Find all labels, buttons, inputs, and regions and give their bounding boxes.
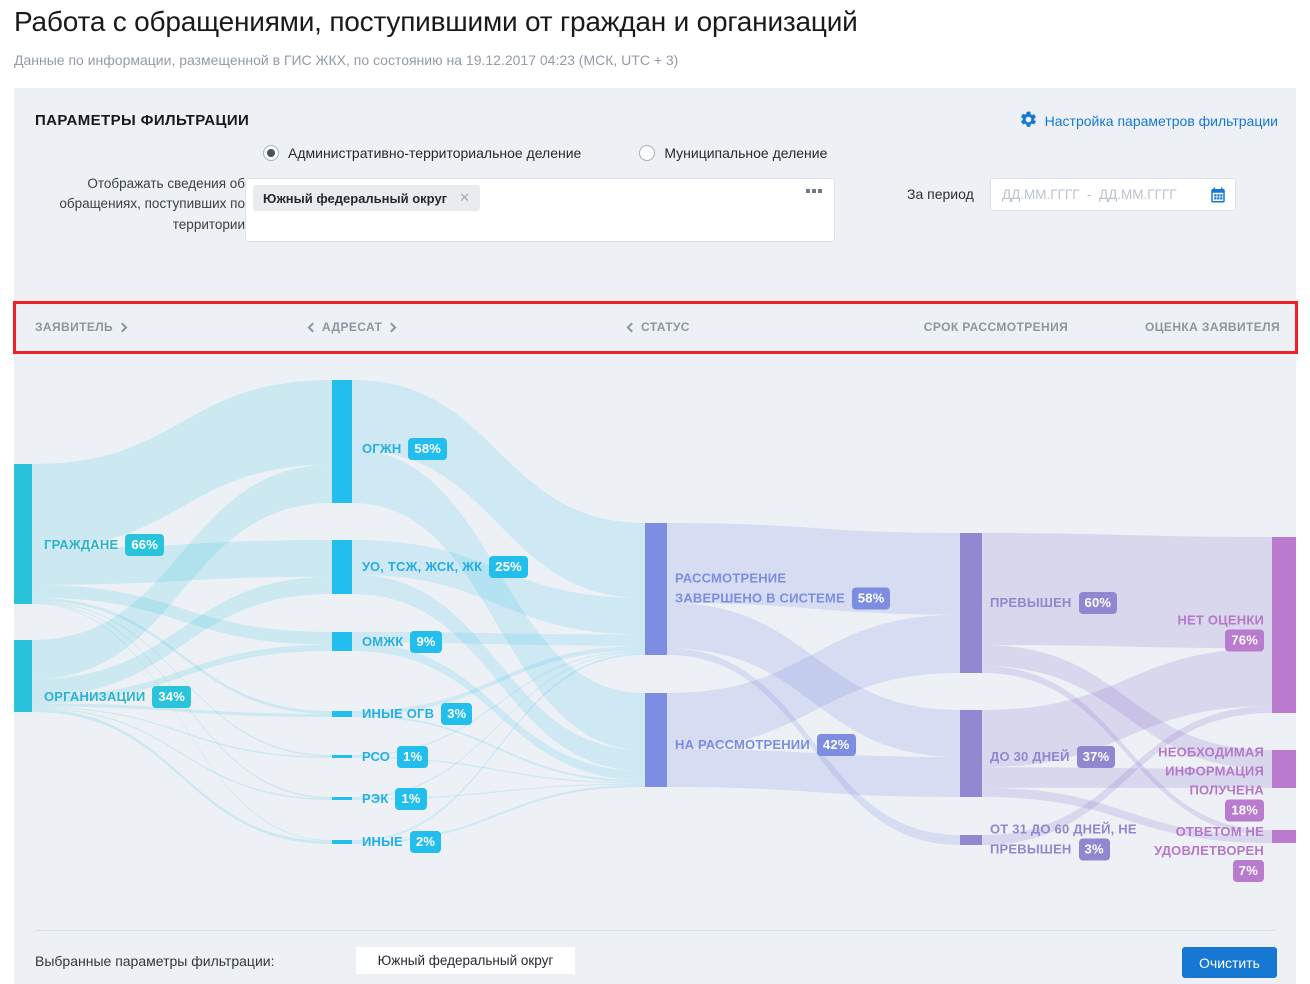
chevron-right-icon[interactable] <box>387 322 397 332</box>
column-header-ocenka <box>1145 304 1280 350</box>
territory-chip-label: Южный федеральный округ <box>263 190 448 206</box>
gear-icon <box>1019 110 1038 132</box>
column-header-adresat[interactable] <box>309 304 395 350</box>
sankey-label-organizacii: ОРГАНИЗАЦИИ 34% <box>44 686 191 708</box>
sankey-label-ogzhn: ОГЖН 58% <box>362 438 447 460</box>
period-input[interactable] <box>990 178 1236 211</box>
chevron-left-icon[interactable] <box>308 322 318 332</box>
sankey-label-ot31do60: ОТ 31 ДО 60 ДНЕЙ, НЕ ПРЕВЫШЕН 3% <box>990 820 1137 861</box>
sankey-link-organizacii-inye <box>32 709 332 844</box>
sankey-node-prevyshen[interactable] <box>960 533 982 673</box>
sankey-label-na_rassmotrenii: НА РАССМОТРЕНИИ 42% <box>675 734 856 756</box>
sankey-node-net_ocenki[interactable] <box>1272 537 1296 713</box>
sankey-label-rso: РСО 1% <box>362 746 428 768</box>
column-header-srok <box>896 304 1096 350</box>
sankey-node-grazhdane[interactable] <box>14 464 32 604</box>
division-radio-group <box>263 145 827 161</box>
column-header-label: ЗАЯВИТЕЛЬ <box>35 320 114 334</box>
sankey-node-na_rassmotrenii[interactable] <box>645 693 667 787</box>
territory-chip[interactable] <box>253 185 480 211</box>
chevron-left-icon[interactable] <box>627 322 637 332</box>
column-header-label: ОЦЕНКА ЗАЯВИТЕЛЯ <box>1145 320 1280 334</box>
filter-panel-title: ПАРАМЕТРЫ ФИЛЬТРАЦИИ <box>35 112 250 129</box>
chevron-right-icon[interactable] <box>118 322 128 332</box>
selected-filters-label: Выбранные параметры фильтрации: <box>35 953 275 969</box>
page-title: Работа с обращениями, поступившими от граждан и организаций <box>14 6 858 37</box>
chip-remove-icon[interactable]: ✕ <box>459 190 471 205</box>
territory-input[interactable] <box>245 178 835 242</box>
sankey-node-omzhk[interactable] <box>332 632 352 651</box>
sankey-node-rek[interactable] <box>332 797 352 800</box>
sankey-node-inye[interactable] <box>332 840 352 844</box>
sankey-label-net_ocenki: НЕТ ОЦЕНКИ 76% <box>1177 611 1264 652</box>
filter-settings-link-label: Настройка параметров фильтрации <box>1044 113 1278 129</box>
sankey-node-neobkhodimaya[interactable] <box>1272 750 1296 788</box>
radio-administrative-division[interactable] <box>263 145 581 161</box>
sankey-label-zaversheno: РАССМОТРЕНИЕ ЗАВЕРШЕНО В СИСТЕМЕ 58% <box>675 569 890 610</box>
filter-settings-link[interactable] <box>1019 110 1278 132</box>
period-label: За период <box>907 186 974 202</box>
sankey-label-uo: УО, ТСЖ, ЖСК, ЖК 25% <box>362 556 528 578</box>
calendar-icon[interactable] <box>1209 186 1227 209</box>
sankey-link-na_rassmotrenii-do30 <box>667 749 960 797</box>
sankey-label-inye_ogv: ИНЫЕ ОГВ 3% <box>362 703 472 725</box>
sankey-node-organizacii[interactable] <box>14 640 32 712</box>
sankey-label-inye: ИНЫЕ 2% <box>362 831 441 853</box>
sankey-label-grazhdane: ГРАЖДАНЕ 66% <box>44 534 164 556</box>
column-header-label: АДРЕСАТ <box>322 320 383 334</box>
territory-more-icon[interactable] <box>806 189 822 193</box>
sankey-label-neobkhodimaya: НЕОБХОДИМАЯ ИНФОРМАЦИЯ ПОЛУЧЕНА 18% <box>1158 743 1264 822</box>
territory-field-label: Отображать сведения об обращениях, поступивших по территории <box>59 176 245 232</box>
sankey-node-rso[interactable] <box>332 755 352 758</box>
sankey-node-inye_ogv[interactable] <box>332 711 352 717</box>
radio-municipal-division[interactable] <box>639 145 827 161</box>
clear-button[interactable]: Очистить <box>1182 947 1277 978</box>
sankey-node-do30[interactable] <box>960 710 982 797</box>
sankey-diagram <box>14 353 1296 930</box>
column-header-status[interactable] <box>628 304 690 350</box>
sankey-node-zaversheno[interactable] <box>645 523 667 655</box>
sankey-label-do30: ДО 30 ДНЕЙ 37% <box>990 746 1115 768</box>
column-header-zayavitel[interactable] <box>35 304 126 350</box>
sankey-label-otvetom: ОТВЕТОМ НЕ УДОВЛЕТВОРЕН 7% <box>1154 822 1264 882</box>
sankey-node-otvetom[interactable] <box>1272 830 1296 843</box>
sankey-node-uo[interactable] <box>332 540 352 594</box>
sankey-link-grazhdane-ogzhn <box>32 380 332 549</box>
page-subtitle: Данные по информации, размещенной в ГИС ЖКХ, по состоянию на 19.12.2017 04:23 (МСК, UTC + 3) <box>14 52 679 68</box>
sankey-label-prevyshen: ПРЕВЫШЕН 60% <box>990 592 1117 614</box>
column-header-label: СРОК РАССМОТРЕНИЯ <box>923 319 1069 334</box>
sankey-node-ogzhn[interactable] <box>332 380 352 503</box>
sankey-node-ot31do60[interactable] <box>960 835 982 845</box>
radio-button-icon[interactable] <box>263 145 279 161</box>
sankey-label-rek: РЭК 1% <box>362 788 427 810</box>
radio-button-icon[interactable] <box>639 145 655 161</box>
column-header-label: СТАТУС <box>641 320 690 334</box>
selected-filter-chip[interactable]: Южный федеральный округ <box>356 947 575 974</box>
radio-municipal-division-label: Муниципальное деление <box>664 145 828 161</box>
sankey-column-headers <box>14 304 1296 350</box>
sankey-label-omzhk: ОМЖК 9% <box>362 631 442 653</box>
period-field <box>990 178 1236 211</box>
radio-administrative-division-label: Административно-территориальное деление <box>288 145 582 161</box>
footer-divider <box>35 930 1275 931</box>
